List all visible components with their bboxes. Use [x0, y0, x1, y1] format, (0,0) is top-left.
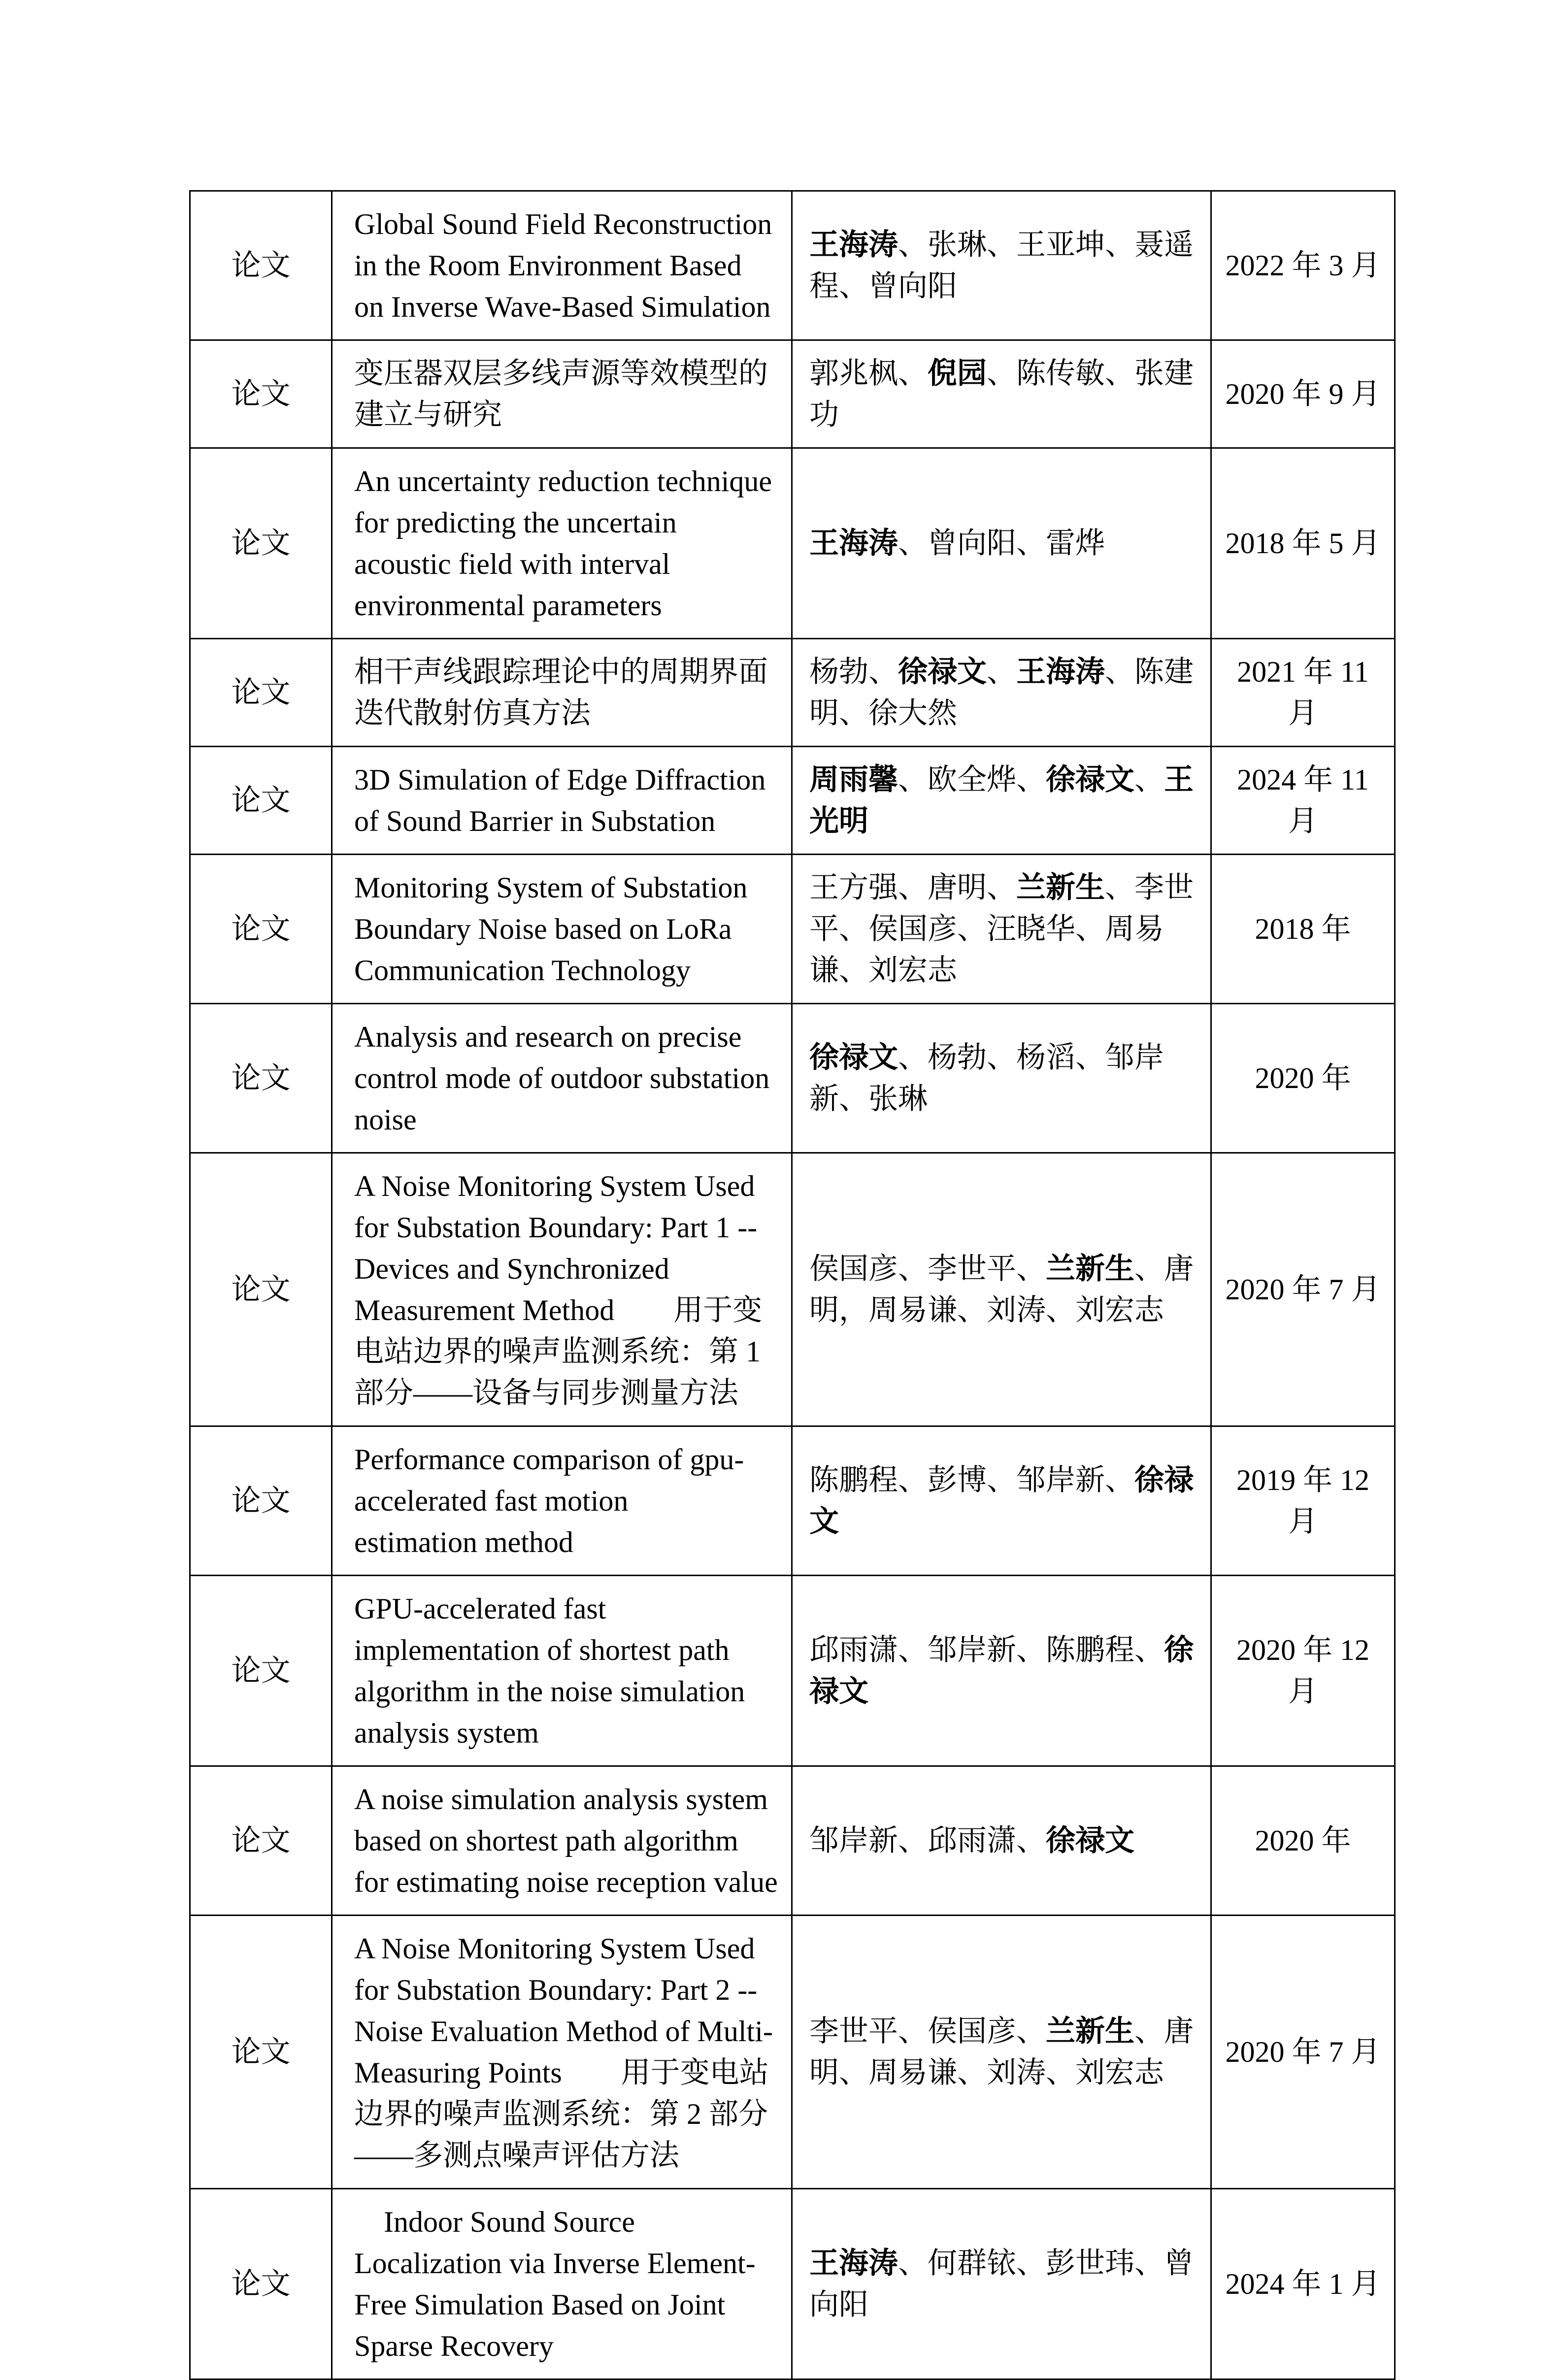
publication-authors-cell — [792, 1004, 1211, 1153]
publication-type-cell: 论文 — [190, 1004, 332, 1153]
publication-date-cell: 2020 年 — [1211, 1004, 1395, 1153]
publication-title-cell: A noise simulation analysis system based on shortest path algorithm for estimating noise reception value — [332, 1766, 792, 1916]
publications-table — [189, 190, 1396, 2380]
author-name-highlighted: 王海涛 — [809, 2247, 898, 2280]
publication-authors-cell — [792, 2189, 1211, 2380]
publications-table-body — [190, 191, 1395, 2380]
table-row — [190, 1426, 1395, 1576]
publication-title-cell: Performance comparison of gpu-accelerated fast motion estimation method — [332, 1426, 792, 1576]
author-name-highlighted: 徐禄文 — [1046, 763, 1134, 796]
author-names: 、唐明、周易谦、刘涛、刘宏志 — [809, 2015, 1194, 2089]
publication-date-cell: 2024 年 1 月 — [1211, 2189, 1395, 2380]
publication-authors-cell — [792, 340, 1211, 448]
author-names: 陈鹏程、彭博、邹岸新、 — [809, 1464, 1134, 1496]
publication-date-cell: 2024 年 11 月 — [1211, 747, 1395, 855]
publication-date-cell: 2020 年 7 月 — [1211, 1153, 1395, 1426]
author-names: 王方强、唐明、 — [809, 871, 1016, 904]
publication-date-cell: 2020 年 — [1211, 1766, 1395, 1916]
table-row — [190, 1916, 1395, 2189]
publication-type-cell: 论文 — [190, 1576, 332, 1766]
publication-type-cell: 论文 — [190, 1916, 332, 2189]
publication-authors-cell — [792, 1153, 1211, 1426]
author-name-highlighted: 周雨馨 — [809, 763, 898, 796]
table-row — [190, 1576, 1395, 1766]
publication-authors-cell — [792, 1576, 1211, 1766]
publication-date-cell: 2020 年 7 月 — [1211, 1916, 1395, 2189]
publication-type-cell: 论文 — [190, 448, 332, 639]
publication-date-cell: 2018 年 5 月 — [1211, 448, 1395, 639]
table-row — [190, 747, 1395, 855]
author-names: 、李世平、侯国彦、汪晓华、周易谦、刘宏志 — [809, 871, 1194, 987]
author-names: 、欧全烨、 — [898, 763, 1046, 796]
publication-authors-cell — [792, 855, 1211, 1004]
table-row — [190, 1004, 1395, 1153]
author-names: 、陈传敏、张建功 — [809, 357, 1194, 431]
author-names: 、 — [987, 656, 1016, 688]
table-row — [190, 340, 1395, 448]
publication-authors-cell — [792, 1426, 1211, 1576]
publication-date-cell: 2022 年 3 月 — [1211, 191, 1395, 340]
author-names: 、陈建明、徐大然 — [809, 656, 1194, 729]
publication-type-cell: 论文 — [190, 1426, 332, 1576]
publication-type-cell: 论文 — [190, 639, 332, 747]
publication-title-cell: Monitoring System of Substation Boundary Noise based on LoRa Communication Technology — [332, 855, 792, 1004]
author-names: 李世平、侯国彦、 — [809, 2015, 1046, 2048]
author-name-highlighted: 兰新生 — [1016, 871, 1105, 904]
publication-title-cell: 变压器双层多线声源等效模型的建立与研究 — [332, 340, 792, 448]
author-name-highlighted: 倪园 — [928, 357, 987, 390]
author-names: 邱雨潇、邹岸新、陈鹏程、 — [809, 1634, 1164, 1666]
publication-type-cell: 论文 — [190, 747, 332, 855]
table-row — [190, 1766, 1395, 1916]
publication-title-cell: Analysis and research on precise control mode of outdoor substation noise — [332, 1004, 792, 1153]
publication-title-cell: Global Sound Field Reconstruction in the Room Environment Based on Inverse Wave-Based Simulation — [332, 191, 792, 340]
publication-date-cell: 2020 年 9 月 — [1211, 340, 1395, 448]
publication-authors-cell — [792, 639, 1211, 747]
publication-title-cell: Indoor Sound Source Localization via Inverse Element-Free Simulation Based on Joint Sparse Recovery — [332, 2189, 792, 2380]
publication-date-cell: 2021 年 11 月 — [1211, 639, 1395, 747]
author-name-highlighted: 徐禄文 — [809, 1041, 898, 1074]
publication-date-cell: 2018 年 — [1211, 855, 1395, 1004]
author-names: 、 — [1134, 763, 1164, 796]
author-name-highlighted: 王海涛 — [1016, 656, 1105, 688]
author-names: 郭兆枫、 — [809, 357, 928, 390]
author-name-highlighted: 徐禄文 — [898, 656, 987, 688]
author-name-highlighted: 徐禄文 — [809, 1634, 1194, 1708]
author-names: 、杨勃、杨滔、邹岸新、张琳 — [809, 1041, 1164, 1115]
author-name-highlighted: 王海涛 — [809, 229, 898, 261]
publication-authors-cell — [792, 448, 1211, 639]
publication-type-cell: 论文 — [190, 855, 332, 1004]
publication-title-cell: 相干声线跟踪理论中的周期界面迭代散射仿真方法 — [332, 639, 792, 747]
author-names: 、唐明，周易谦、刘涛、刘宏志 — [809, 1253, 1194, 1326]
author-name-highlighted: 徐禄文 — [809, 1464, 1194, 1538]
publication-authors-cell — [792, 191, 1211, 340]
author-names: 、何群铱、彭世玮、曾向阳 — [809, 2247, 1194, 2321]
author-names: 邹岸新、邱雨潇、 — [809, 1824, 1046, 1857]
author-name-highlighted: 兰新生 — [1046, 2015, 1134, 2048]
publication-authors-cell — [792, 1766, 1211, 1916]
publication-type-cell: 论文 — [190, 340, 332, 448]
author-name-highlighted: 兰新生 — [1046, 1253, 1134, 1285]
publication-type-cell: 论文 — [190, 191, 332, 340]
publication-title-cell: An uncertainty reduction technique for predicting the uncertain acoustic field with interval environmental parameters — [332, 448, 792, 639]
publication-title-cell: A Noise Monitoring System Used for Substation Boundary: Part 2 -- Noise Evaluation Method of Multi-Measuring Points 用于变电站边界的噪声监测系统：第 2 部分——多测点噪声评估方法 — [332, 1916, 792, 2189]
author-names: 、张琳、王亚坤、聂遥程、曾向阳 — [809, 229, 1194, 302]
table-row — [190, 448, 1395, 639]
table-row — [190, 2189, 1395, 2380]
table-row — [190, 639, 1395, 747]
publication-title-cell: A Noise Monitoring System Used for Substation Boundary: Part 1 -- Devices and Synchronized Measurement Method 用于变电站边界的噪声监测系统：第 1 部分——设备与同步测量方法 — [332, 1153, 792, 1426]
publication-title-cell: 3D Simulation of Edge Diffraction of Sound Barrier in Substation — [332, 747, 792, 855]
table-row — [190, 1153, 1395, 1426]
author-name-highlighted: 王海涛 — [809, 527, 898, 560]
publication-date-cell: 2019 年 12 月 — [1211, 1426, 1395, 1576]
publication-authors-cell — [792, 1916, 1211, 2189]
publication-type-cell: 论文 — [190, 1153, 332, 1426]
author-name-highlighted: 王光明 — [809, 763, 1194, 837]
table-row — [190, 191, 1395, 340]
publication-authors-cell — [792, 747, 1211, 855]
author-names: 杨勃、 — [809, 656, 898, 688]
author-name-highlighted: 徐禄文 — [1046, 1824, 1134, 1857]
publication-title-cell: GPU-accelerated fast implementation of shortest path algorithm in the noise simulation analysis system — [332, 1576, 792, 1766]
author-names: 、曾向阳、雷烨 — [898, 527, 1105, 560]
author-names: 侯国彦、李世平、 — [809, 1253, 1046, 1285]
table-row — [190, 855, 1395, 1004]
publication-type-cell: 论文 — [190, 2189, 332, 2380]
publication-type-cell: 论文 — [190, 1766, 332, 1916]
publication-date-cell: 2020 年 12 月 — [1211, 1576, 1395, 1766]
